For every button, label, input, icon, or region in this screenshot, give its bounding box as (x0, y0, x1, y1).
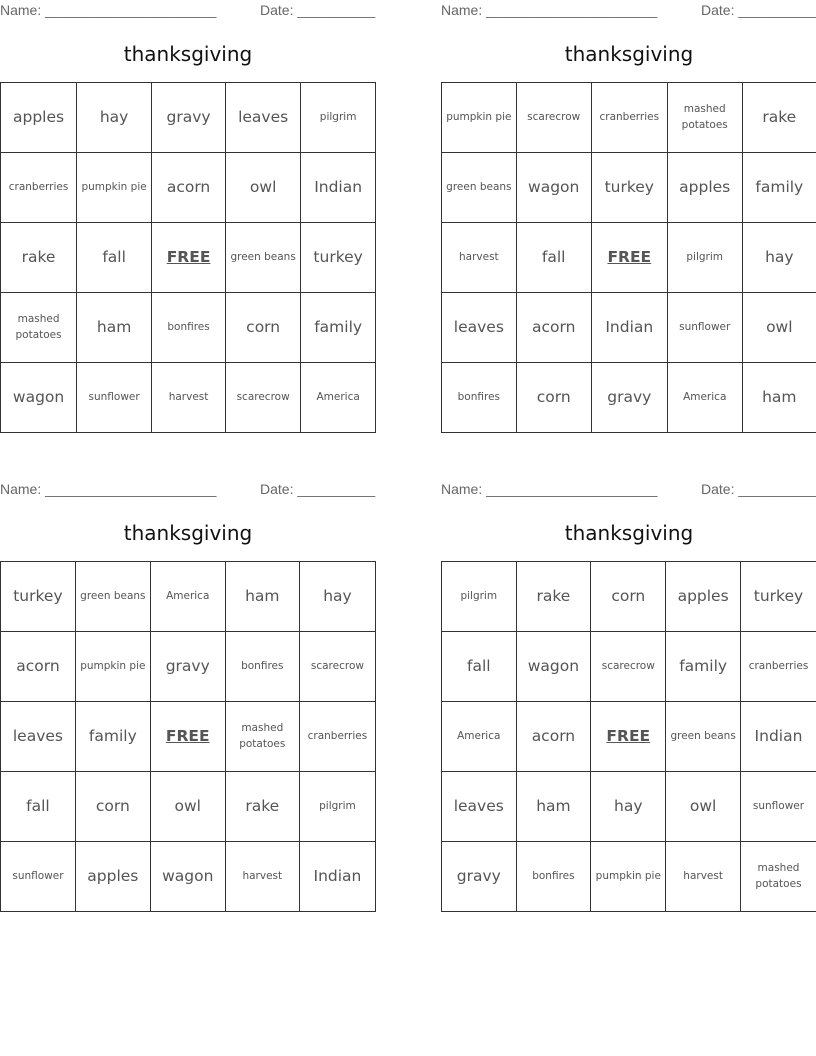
bingo-cell: corn (226, 293, 301, 363)
bingo-cell: fall (442, 632, 517, 702)
name-field: Name: ______________________ (441, 2, 658, 18)
bingo-cell: owl (150, 772, 225, 842)
bingo-cell: owl (226, 153, 301, 223)
free-space: FREE (591, 223, 667, 293)
bingo-cell: rake (742, 83, 816, 153)
bingo-cell: turkey (1, 562, 76, 632)
bingo-cell: fall (77, 223, 152, 293)
name-field: Name: ______________________ (441, 481, 658, 497)
bingo-cell: Indian (740, 702, 816, 772)
date-field: Date: __________ (701, 2, 816, 18)
bingo-cell: hay (591, 772, 666, 842)
bingo-cell: apples (666, 562, 741, 632)
bingo-cell: rake (516, 562, 591, 632)
grid-row (1, 632, 376, 702)
bingo-cell: family (742, 153, 816, 223)
grid-row (1, 83, 376, 153)
bingo-cell: sunflower (77, 363, 152, 433)
bingo-cell: pumpkin pie (77, 153, 152, 223)
bingo-cell: green beans (666, 702, 741, 772)
grid-row (442, 842, 816, 912)
bingo-card (441, 479, 816, 919)
card-title: thanksgiving (564, 42, 694, 66)
bingo-cell: mashed potatoes (225, 702, 299, 772)
bingo-cell: harvest (442, 223, 517, 293)
bingo-cell: rake (225, 772, 299, 842)
bingo-cell: leaves (226, 83, 301, 153)
bingo-cell: Indian (299, 842, 375, 912)
bingo-cell: wagon (1, 363, 77, 433)
free-space: FREE (152, 223, 226, 293)
bingo-cell: bonfires (442, 363, 517, 433)
bingo-cell: mashed potatoes (667, 83, 742, 153)
bingo-cell: cranberries (591, 83, 667, 153)
bingo-cell: fall (1, 772, 76, 842)
grid-row (442, 223, 816, 293)
bingo-cell: green beans (75, 562, 150, 632)
bingo-cell: ham (225, 562, 299, 632)
bingo-cell: America (301, 363, 376, 433)
bingo-cell: rake (1, 223, 77, 293)
free-space: FREE (150, 702, 225, 772)
bingo-cell: hay (299, 562, 375, 632)
bingo-cell: sunflower (667, 293, 742, 363)
bingo-cell: ham (742, 363, 816, 433)
free-space: FREE (591, 702, 666, 772)
grid-row (1, 562, 376, 632)
bingo-cell: fall (516, 223, 591, 293)
bingo-cell: scarecrow (591, 632, 666, 702)
bingo-cell: wagon (516, 632, 591, 702)
bingo-cell: mashed potatoes (740, 842, 816, 912)
bingo-cell: Indian (591, 293, 667, 363)
grid-row (1, 363, 376, 433)
bingo-cell: bonfires (516, 842, 591, 912)
bingo-cell: bonfires (152, 293, 226, 363)
bingo-cell: family (666, 632, 741, 702)
bingo-cell: Indian (301, 153, 376, 223)
date-field: Date: __________ (260, 2, 376, 18)
bingo-cell: corn (591, 562, 666, 632)
bingo-cell: America (442, 702, 517, 772)
bingo-cell: scarecrow (516, 83, 591, 153)
bingo-cell: acorn (152, 153, 226, 223)
bingo-cell: gravy (442, 842, 517, 912)
bingo-cell: gravy (152, 83, 226, 153)
date-field: Date: __________ (260, 481, 376, 497)
bingo-card (0, 479, 376, 919)
bingo-cell: ham (516, 772, 591, 842)
date-field: Date: __________ (701, 481, 816, 497)
bingo-grid (441, 82, 816, 433)
bingo-cell: harvest (666, 842, 741, 912)
bingo-cell: pilgrim (667, 223, 742, 293)
bingo-cell: bonfires (225, 632, 299, 702)
bingo-card (441, 0, 816, 440)
bingo-cell: acorn (1, 632, 76, 702)
bingo-cell: wagon (150, 842, 225, 912)
bingo-cell: corn (75, 772, 150, 842)
grid-row (1, 153, 376, 223)
bingo-cell: corn (516, 363, 591, 433)
bingo-cell: leaves (442, 293, 517, 363)
grid-row (442, 632, 816, 702)
bingo-cell: America (667, 363, 742, 433)
bingo-cell: owl (666, 772, 741, 842)
bingo-cell: harvest (152, 363, 226, 433)
bingo-cell: hay (77, 83, 152, 153)
grid-row (442, 83, 816, 153)
bingo-cell: America (150, 562, 225, 632)
name-field: Name: ______________________ (0, 481, 217, 497)
bingo-cell: acorn (516, 293, 591, 363)
grid-row (442, 363, 816, 433)
grid-row (1, 842, 376, 912)
name-field: Name: ______________________ (0, 2, 217, 18)
bingo-cell: scarecrow (226, 363, 301, 433)
bingo-cell: gravy (150, 632, 225, 702)
bingo-grid (0, 82, 376, 433)
bingo-cell: pumpkin pie (75, 632, 150, 702)
grid-row (1, 293, 376, 363)
bingo-cell: turkey (591, 153, 667, 223)
bingo-cell: pilgrim (299, 772, 375, 842)
grid-row (442, 153, 816, 223)
bingo-cell: pumpkin pie (442, 83, 517, 153)
bingo-cell: owl (742, 293, 816, 363)
card-title: thanksgiving (123, 42, 253, 66)
bingo-cell: pumpkin pie (591, 842, 666, 912)
grid-row (1, 772, 376, 842)
bingo-cell: leaves (442, 772, 517, 842)
bingo-cell: cranberries (299, 702, 375, 772)
card-title: thanksgiving (564, 521, 694, 545)
grid-row (442, 293, 816, 363)
bingo-cell: sunflower (1, 842, 76, 912)
bingo-cell: harvest (225, 842, 299, 912)
bingo-cell: green beans (442, 153, 517, 223)
card-title: thanksgiving (123, 521, 253, 545)
bingo-cell: acorn (516, 702, 591, 772)
grid-row (442, 772, 816, 842)
bingo-cell: green beans (226, 223, 301, 293)
bingo-grid (441, 561, 816, 912)
bingo-cell: turkey (301, 223, 376, 293)
bingo-cell: turkey (740, 562, 816, 632)
bingo-cell: mashed potatoes (1, 293, 77, 363)
bingo-cell: family (75, 702, 150, 772)
bingo-cell: family (301, 293, 376, 363)
bingo-cell: apples (1, 83, 77, 153)
bingo-cell: sunflower (740, 772, 816, 842)
bingo-cell: pilgrim (301, 83, 376, 153)
bingo-cell: apples (75, 842, 150, 912)
bingo-cell: cranberries (740, 632, 816, 702)
bingo-grid (0, 561, 376, 912)
grid-row (1, 223, 376, 293)
bingo-cell: leaves (1, 702, 76, 772)
bingo-cell: scarecrow (299, 632, 375, 702)
bingo-cell: pilgrim (442, 562, 517, 632)
bingo-cell: gravy (591, 363, 667, 433)
bingo-cell: apples (667, 153, 742, 223)
bingo-card (0, 0, 376, 440)
bingo-cell: ham (77, 293, 152, 363)
bingo-cell: hay (742, 223, 816, 293)
grid-row (442, 562, 816, 632)
grid-row (442, 702, 816, 772)
grid-row (1, 702, 376, 772)
bingo-cell: wagon (516, 153, 591, 223)
bingo-cell: cranberries (1, 153, 77, 223)
